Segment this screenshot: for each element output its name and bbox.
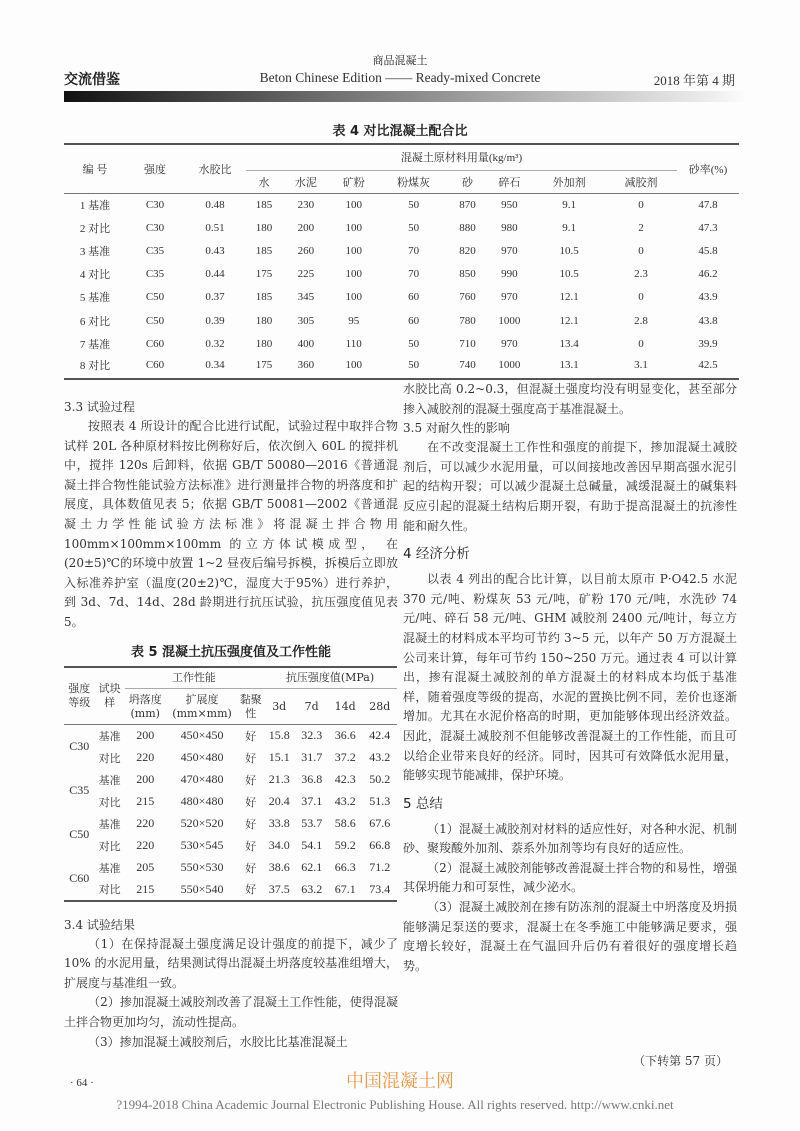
table4-cell-sand-ratio: 39.9 xyxy=(698,337,718,350)
table4-header-material: 矿粉 xyxy=(330,170,378,193)
table4-cell-wb: 0.48 xyxy=(205,198,225,211)
table5-row xyxy=(64,813,397,835)
table4-cell-sand-ratio: 47.8 xyxy=(698,198,718,211)
table5-cell-cohesion: 好 xyxy=(245,795,257,809)
table4-row xyxy=(64,193,739,216)
table5-row xyxy=(64,769,397,791)
table4-cell-material-value: 9.1 xyxy=(562,221,577,234)
table5-header-age: 7d xyxy=(295,689,327,725)
table4-cell-material-value: 175 xyxy=(255,268,273,281)
table5-header-sample: 试块样 xyxy=(94,667,124,725)
table4-header-material: 减胶剂 xyxy=(605,170,677,193)
table5-cell-cohesion: 好 xyxy=(245,861,257,875)
table4-cell-material-value: 225 xyxy=(297,268,315,281)
table4-header-material: 粉煤灰 xyxy=(378,170,450,193)
table5-cell-strength: 38.6 xyxy=(268,860,290,875)
table4-cell-wb: 0.34 xyxy=(184,355,246,378)
table4-cell-material-value: 260 xyxy=(297,244,315,257)
table4-cell-material-value: 10.5 xyxy=(559,244,579,257)
table5-cell-strength: 54.1 xyxy=(301,838,323,853)
table4-cell-grade: C60 xyxy=(126,355,184,378)
table5-header-age: 28d xyxy=(362,689,397,725)
issue-label: 2018 年第 4 期 xyxy=(653,73,735,88)
table5-cell-strength: 67.6 xyxy=(369,816,391,831)
table4-cell-material-value: 970 xyxy=(501,244,518,257)
table5-cell-grade: C35 xyxy=(69,783,90,798)
table4-cell-id: 3 基准 xyxy=(79,245,111,258)
section-3-4-item-1: （1）在保持混凝土强度满足设计强度的前提下，减少了 10% 的水泥用量，结果测试得出混凝土坍落度较基准组增大，扩展度与基准组一致。 xyxy=(64,936,398,990)
table5-cell-strength: 36.8 xyxy=(301,772,323,787)
table4-cell-material-value: 850 xyxy=(459,268,476,281)
table5-cell-slump: 220 xyxy=(136,816,155,831)
table4-cell-material-value: 970 xyxy=(501,291,518,304)
table4-cell-grade: C60 xyxy=(145,337,165,350)
table4-cell-material-value: 1000 xyxy=(498,314,521,327)
section-3-4-item-3: （3）掺加混凝土减胶剂后，水胶比比基准混凝土 xyxy=(88,1034,348,1049)
table5-header-strength: 抗压强度值(MPa) xyxy=(263,667,397,689)
table4-header-id: 编 号 xyxy=(64,144,126,193)
table5-cell-strength: 66.8 xyxy=(369,838,391,853)
table5 xyxy=(64,666,397,902)
table5-cell-strength: 51.3 xyxy=(369,794,391,809)
table5-cell-grade: C60 xyxy=(64,857,94,901)
table4-cell-grade: C35 xyxy=(145,268,165,281)
table4-cell-material-value: 740 xyxy=(449,355,485,378)
table4-cell-material-value: 0 xyxy=(638,198,644,211)
table4-cell-grade: C50 xyxy=(145,314,165,327)
table5-cell-strength: 37.1 xyxy=(301,794,323,809)
table4-cell-material-value: 185 xyxy=(255,198,273,211)
table5-cell-spread: 450×480 xyxy=(180,750,224,765)
section-5-item-2: （2）混凝土减胶剂能够改善混凝土拌合物的和易性，增强其保坍能力和可泵性，减少泌水。 xyxy=(403,860,737,895)
section-3-5-title: 3.5 对耐久性的影响 xyxy=(403,421,510,436)
section-3-4-item-2: （2）掺加混凝土减胶剂改善了混凝土工作性能，使得混凝土拌合物更加均匀，流动性提高。 xyxy=(64,995,398,1029)
magazine-name-en: Beton Chinese Edition —— Ready-mixed Concrete xyxy=(259,70,541,85)
page-number: · 64 · xyxy=(70,1077,94,1089)
table5-cell-strength: 15.1 xyxy=(268,750,290,765)
table4-cell-material-value: 970 xyxy=(501,337,518,350)
table5-cell-strength: 73.4 xyxy=(362,879,397,901)
table5-cell-sample: 对比 xyxy=(94,879,124,901)
table4-cell-material-value: 820 xyxy=(459,244,476,257)
table5-header-age: 3d xyxy=(263,689,295,725)
table4-cell-material-value: 50 xyxy=(378,355,450,378)
table4-cell-id: 5 基准 xyxy=(79,292,111,305)
table5-cell-cohesion: 好 xyxy=(245,773,257,787)
table5-cell-strength: 37.2 xyxy=(334,750,356,765)
table5-cell-slump: 215 xyxy=(136,794,155,809)
table4-cell-id: 6 对比 xyxy=(79,315,111,328)
table4-row xyxy=(64,216,739,239)
table5-cell-sample: 基准 xyxy=(98,729,121,743)
table4-cell-sand-ratio: 47.3 xyxy=(698,221,718,234)
copyright-line: ?1994-2018 China Academic Journal Electronic Publishing House. All rights reserved. http://www.cnki.net xyxy=(116,1097,674,1112)
table4-cell-material-value: 305 xyxy=(297,314,315,327)
table5-cell-slump: 200 xyxy=(136,728,155,743)
table4-header-material: 水 xyxy=(246,170,282,193)
table4-cell-grade: C30 xyxy=(145,198,165,211)
table4-cell-material-value: 13.4 xyxy=(559,337,579,350)
table5-cell-sample: 对比 xyxy=(98,839,121,853)
watermark-logo: 中国混凝土网 xyxy=(346,1071,454,1092)
right-column xyxy=(403,380,737,976)
table4-cell-material-value: 100 xyxy=(345,291,362,304)
table5-cell-spread: 520×520 xyxy=(180,816,224,831)
table5-cell-slump: 205 xyxy=(136,860,155,875)
section-4-body: 以表 4 列出的配合比计算，以目前太原市 P·O42.5 水泥 370 元/吨、粉煤灰 53 元/吨，矿粉 170 元/吨，水洗砂 74 元/吨、碎石 58 元/吨、GHM 减胶剂 2400 元/吨计，每立方混凝土的材料成本平均可节约 3~5 元，以年产 50 万方混凝土公司来计算，每年可节约 150~250 万元。通过表 4 可以计算出，掺有混凝土减胶剂的单方混凝土的材料成本均低于基准样，随着强度等级的提高，水泥的置换比例不同，差价也逐渐增加。尤其在水泥价格高的时期，更加能够体现出经济效益。因此，混凝土减胶剂不但能够改善混凝土的工作性能，而且可以给企业带来良好的经济。同时，因其可有效降低水泥用量，能够实现节能减排，保护环境。 xyxy=(403,572,737,783)
table5-cell-cohesion: 好 xyxy=(245,839,257,853)
table5-cell-spread: 450×450 xyxy=(180,728,224,743)
table5-cell-cohesion: 好 xyxy=(245,751,257,765)
table5-cell-spread: 470×480 xyxy=(180,772,224,787)
table4-header-materials xyxy=(246,144,677,170)
table4-cell-material-value: 2 xyxy=(638,221,644,234)
table4-cell-material-value: 100 xyxy=(345,198,362,211)
table4-cell-material-value: 95 xyxy=(348,314,360,327)
table4-cell-material-value: 230 xyxy=(297,198,315,211)
magazine-name-cn: 商品混凝土 xyxy=(372,54,428,67)
table4-row xyxy=(64,239,739,262)
table4-cell-wb: 0.32 xyxy=(205,337,225,350)
table4-cell-material-value: 13.1 xyxy=(533,355,605,378)
table5-row xyxy=(64,857,397,879)
table5-cell-strength: 50.2 xyxy=(369,772,391,787)
table5-cell-strength: 66.3 xyxy=(334,860,356,875)
table4-cell-sand-ratio: 46.2 xyxy=(698,268,718,281)
table4-header-material: 砂 xyxy=(449,170,485,193)
table5-cell-grade: C50 xyxy=(69,827,90,842)
table5-cell-strength: 32.3 xyxy=(301,728,323,743)
section-3-3-title: 3.3 试验过程 xyxy=(64,400,135,414)
table4-cell-material-value: 12.1 xyxy=(559,314,579,327)
header-gradient-bar xyxy=(64,91,747,102)
table4-cell-material-value: 990 xyxy=(501,268,518,281)
table5-cell-strength: 62.1 xyxy=(301,860,323,875)
table4-row xyxy=(64,355,739,378)
table5-cell-strength: 58.6 xyxy=(334,816,356,831)
table5-cell-sample: 基准 xyxy=(98,861,121,875)
table4-cell-sand-ratio: 45.8 xyxy=(698,244,718,257)
table4-cell-id: 4 对比 xyxy=(79,269,111,282)
table4-header-material: 水泥 xyxy=(282,170,330,193)
table5-cell-strength: 59.2 xyxy=(334,838,356,853)
table4-row xyxy=(64,286,739,309)
table5-cell-slump: 220 xyxy=(136,750,155,765)
table4-cell-id: 1 基准 xyxy=(79,199,111,212)
table4-cell-material-value: 2.3 xyxy=(634,268,648,281)
table4-cell-material-value: 60 xyxy=(408,291,420,304)
table4-cell-material-value: 60 xyxy=(408,314,420,327)
table5-cell-slump: 200 xyxy=(136,772,155,787)
table5-cell-strength: 20.4 xyxy=(268,794,290,809)
table5-cell-sample: 对比 xyxy=(98,751,121,765)
table5-header-slump: 坍落度(mm) xyxy=(125,689,166,725)
table4-cell-material-value: 180 xyxy=(255,221,273,234)
table4-cell-sand-ratio: 43.8 xyxy=(698,314,718,327)
table4-header-material: 外加剂 xyxy=(533,170,605,193)
table5-row xyxy=(64,725,397,747)
table4-cell-material-value: 12.1 xyxy=(559,291,579,304)
table5-row xyxy=(64,747,397,769)
section-3-5-body: 在不改变混凝土工作性和强度的前提下，掺加混凝土减胶剂后，可以减少水泥用量，可以间接地改善因早期高强水泥引起的结构开裂；可以减少混凝土总碱量，减缓混凝土的碱集料反应引起的混凝土结构后期开裂，有助于提高混凝土的抗渗性能和耐久性。 xyxy=(403,440,737,533)
table5-cell-grade: C30 xyxy=(69,739,90,754)
table5-cell-spread: 530×545 xyxy=(180,838,224,853)
table4-cell-material-value: 950 xyxy=(501,198,518,211)
table5-cell-strength: 34.0 xyxy=(268,838,290,853)
table5-cell-sample: 对比 xyxy=(98,795,121,809)
table4-header-material: 碎石 xyxy=(485,170,533,193)
table4-cell-grade: C30 xyxy=(145,221,165,234)
table5-cell-strength: 36.6 xyxy=(334,728,356,743)
table4-row xyxy=(64,263,739,286)
table5-cell-spread: 550×530 xyxy=(180,860,224,875)
table4-cell-material-value: 1000 xyxy=(485,355,533,378)
table4-cell-material-value: 100 xyxy=(330,355,378,378)
table4-cell-material-value: 175 xyxy=(246,355,282,378)
table4-cell-grade: C35 xyxy=(145,244,165,257)
section-3-4-continued: 水胶比高 0.2~0.3，但混凝土强度均没有明显变化，甚至部分掺入减胶剂的混凝土强度高于基准混凝土。 xyxy=(403,382,737,416)
table5-cell-cohesion: 好 xyxy=(245,729,257,743)
table4-cell-material-value: 50 xyxy=(408,337,420,350)
table5-cell-strength: 53.7 xyxy=(301,816,323,831)
table5-caption: 表 5 混凝土抗压强度值及工作性能 xyxy=(130,644,332,660)
table4-cell-material-value: 50 xyxy=(408,198,420,211)
table5-cell-slump: 220 xyxy=(136,838,155,853)
table4-cell-material-value: 345 xyxy=(297,291,315,304)
left-column xyxy=(64,398,398,1052)
table4-cell-material-value: 2.8 xyxy=(634,314,648,327)
section-5-title: 5 总结 xyxy=(403,795,443,812)
section-5-item-3: （3）混凝土减胶剂在掺有防冻剂的混凝土中坍落度及坍损能够满足泵送的要求，混凝土在冬季施工中能够满足要求，强度增长较好，混凝土在气温回升后仍有着很好的强度增长趋势。 xyxy=(403,900,737,973)
table4-cell-material-value: 100 xyxy=(345,268,362,281)
table5-cell-strength: 67.1 xyxy=(328,879,363,901)
table5-header-age: 14d xyxy=(328,689,363,725)
table4-cell-material-value: 10.5 xyxy=(559,268,579,281)
section-5-item-1: （1）混凝土减胶剂对材料的适应性好，对各种水泥、机制砂、聚羧酸外加剂、萘系外加剂等均有良好的适应性。 xyxy=(403,821,737,856)
table4-cell-material-value: 185 xyxy=(255,244,273,257)
table4 xyxy=(64,143,739,380)
table4-cell-material-value: 100 xyxy=(345,244,362,257)
table4-cell-material-value: 185 xyxy=(255,291,273,304)
table4-row xyxy=(64,332,739,355)
table4-cell-material-value: 400 xyxy=(297,337,315,350)
table5-cell-strength: 42.3 xyxy=(334,772,356,787)
table4-materials-group-label: 混凝土原材料用量(kg/m³) xyxy=(400,152,523,165)
table5-cell-strength: 21.3 xyxy=(268,772,290,787)
table5-row xyxy=(64,879,397,901)
table4-cell-material-value: 980 xyxy=(501,221,518,234)
table5-header-spread: 扩展度(mm×mm) xyxy=(166,689,239,725)
table4-cell-material-value: 3.1 xyxy=(605,355,677,378)
table4-cell-id: 2 对比 xyxy=(79,222,111,235)
table5-cell-strength: 42.4 xyxy=(369,728,391,743)
table4-caption: 表 4 对比混凝土配合比 xyxy=(332,124,468,139)
table5-cell-strength: 15.8 xyxy=(268,728,290,743)
table4-cell-material-value: 100 xyxy=(345,221,362,234)
table4-cell-material-value: 110 xyxy=(345,337,362,350)
table5-cell-sample: 基准 xyxy=(98,817,121,831)
table5-header-work: 工作性能 xyxy=(125,667,263,689)
table5-cell-sample: 基准 xyxy=(98,773,121,787)
table4-cell-sand-ratio: 43.9 xyxy=(698,291,718,304)
table4-header-sand-ratio: 砂率(%) xyxy=(677,144,739,193)
table4-header-wb: 水胶比 xyxy=(184,144,246,193)
table5-cell-spread: 550×540 xyxy=(166,879,239,901)
table4-cell-material-value: 200 xyxy=(297,221,315,234)
table5-cell-strength: 71.2 xyxy=(369,860,391,875)
table4-cell-id: 7 基准 xyxy=(79,338,111,351)
table4-cell-wb: 0.51 xyxy=(205,221,225,234)
section-3-3-body: 按照表 4 所设计的配合比进行试配，试验过程中取拌合物试样 20L 各种原材料按比例称好后，依次倒入 60L 的搅拌机中，搅拌 120s 后卸料，依据 GB/T 50080—2016《普通混凝土拌合物性能试验方法标准》进行测量拌合物的坍落度和扩展度，具体数值见表 5；依据 GB/T 50081—2002《普通混凝土力学性能试验方法标准》将混凝土拌合物用 100mm×100mm×100mm 的立方体试模成型， 在(20±5)℃的环境中放置 1~2 昼夜后编号拆模，拆模后立即放入标准养护室（温度(20±2)℃，湿度大于95%）进行养护，到 3d、7d、14d、28d 龄期进行抗压试验，抗压强度值见表 5。 xyxy=(64,419,398,629)
table5-header-cohesion: 黏聚性 xyxy=(239,689,263,725)
table4-cell-material-value: 180 xyxy=(255,314,273,327)
table5-cell-strength: 37.5 xyxy=(263,879,295,901)
table5-cell-strength: 63.2 xyxy=(295,879,327,901)
table5-cell-spread: 480×480 xyxy=(180,794,224,809)
table4-cell-material-value: 360 xyxy=(282,355,330,378)
table4-cell-material-value: 0 xyxy=(638,244,644,257)
table4-cell-material-value: 780 xyxy=(459,314,476,327)
table4-cell-wb: 0.39 xyxy=(205,314,225,327)
table4-row xyxy=(64,309,739,332)
table5-row xyxy=(64,791,397,813)
table4-cell-material-value: 870 xyxy=(459,198,476,211)
table4-cell-wb: 0.44 xyxy=(205,268,225,281)
table5-cell-strength: 33.8 xyxy=(268,816,290,831)
table4-cell-material-value: 710 xyxy=(459,337,476,350)
table5-cell-cohesion: 好 xyxy=(239,879,263,901)
table4-cell-id: 8 对比 xyxy=(64,355,126,378)
section-3-4-title: 3.4 试验结果 xyxy=(64,917,135,932)
table5-cell-strength: 31.7 xyxy=(301,750,323,765)
continued-note: （下转第 57 页） xyxy=(633,1054,728,1068)
table5-cell-slump: 215 xyxy=(125,879,166,901)
table4-cell-wb: 0.37 xyxy=(205,291,225,304)
table5-header-grade: 强度等级 xyxy=(64,667,94,725)
table4-cell-material-value: 70 xyxy=(408,244,420,257)
table5-cell-strength: 43.2 xyxy=(369,750,391,765)
table4-cell-material-value: 9.1 xyxy=(562,198,577,211)
table5-cell-cohesion: 好 xyxy=(245,817,257,831)
table4-cell-material-value: 70 xyxy=(408,268,420,281)
table5-row xyxy=(64,835,397,857)
column-name: 交流借鉴 xyxy=(64,72,120,88)
table4-cell-wb: 0.43 xyxy=(205,244,225,257)
table4-cell-sand-ratio: 42.5 xyxy=(677,355,739,378)
table4-cell-material-value: 0 xyxy=(638,291,644,304)
table4-cell-material-value: 50 xyxy=(408,221,420,234)
table4-cell-grade: C50 xyxy=(145,291,165,304)
table4-cell-material-value: 0 xyxy=(638,337,644,350)
table4-cell-material-value: 880 xyxy=(459,221,476,234)
table4-cell-material-value: 180 xyxy=(255,337,273,350)
table4-cell-material-value: 760 xyxy=(459,291,476,304)
table5-cell-strength: 43.2 xyxy=(334,794,356,809)
section-4-title: 4 经济分析 xyxy=(403,546,470,563)
table4-header-grade: 强度 xyxy=(126,144,184,193)
